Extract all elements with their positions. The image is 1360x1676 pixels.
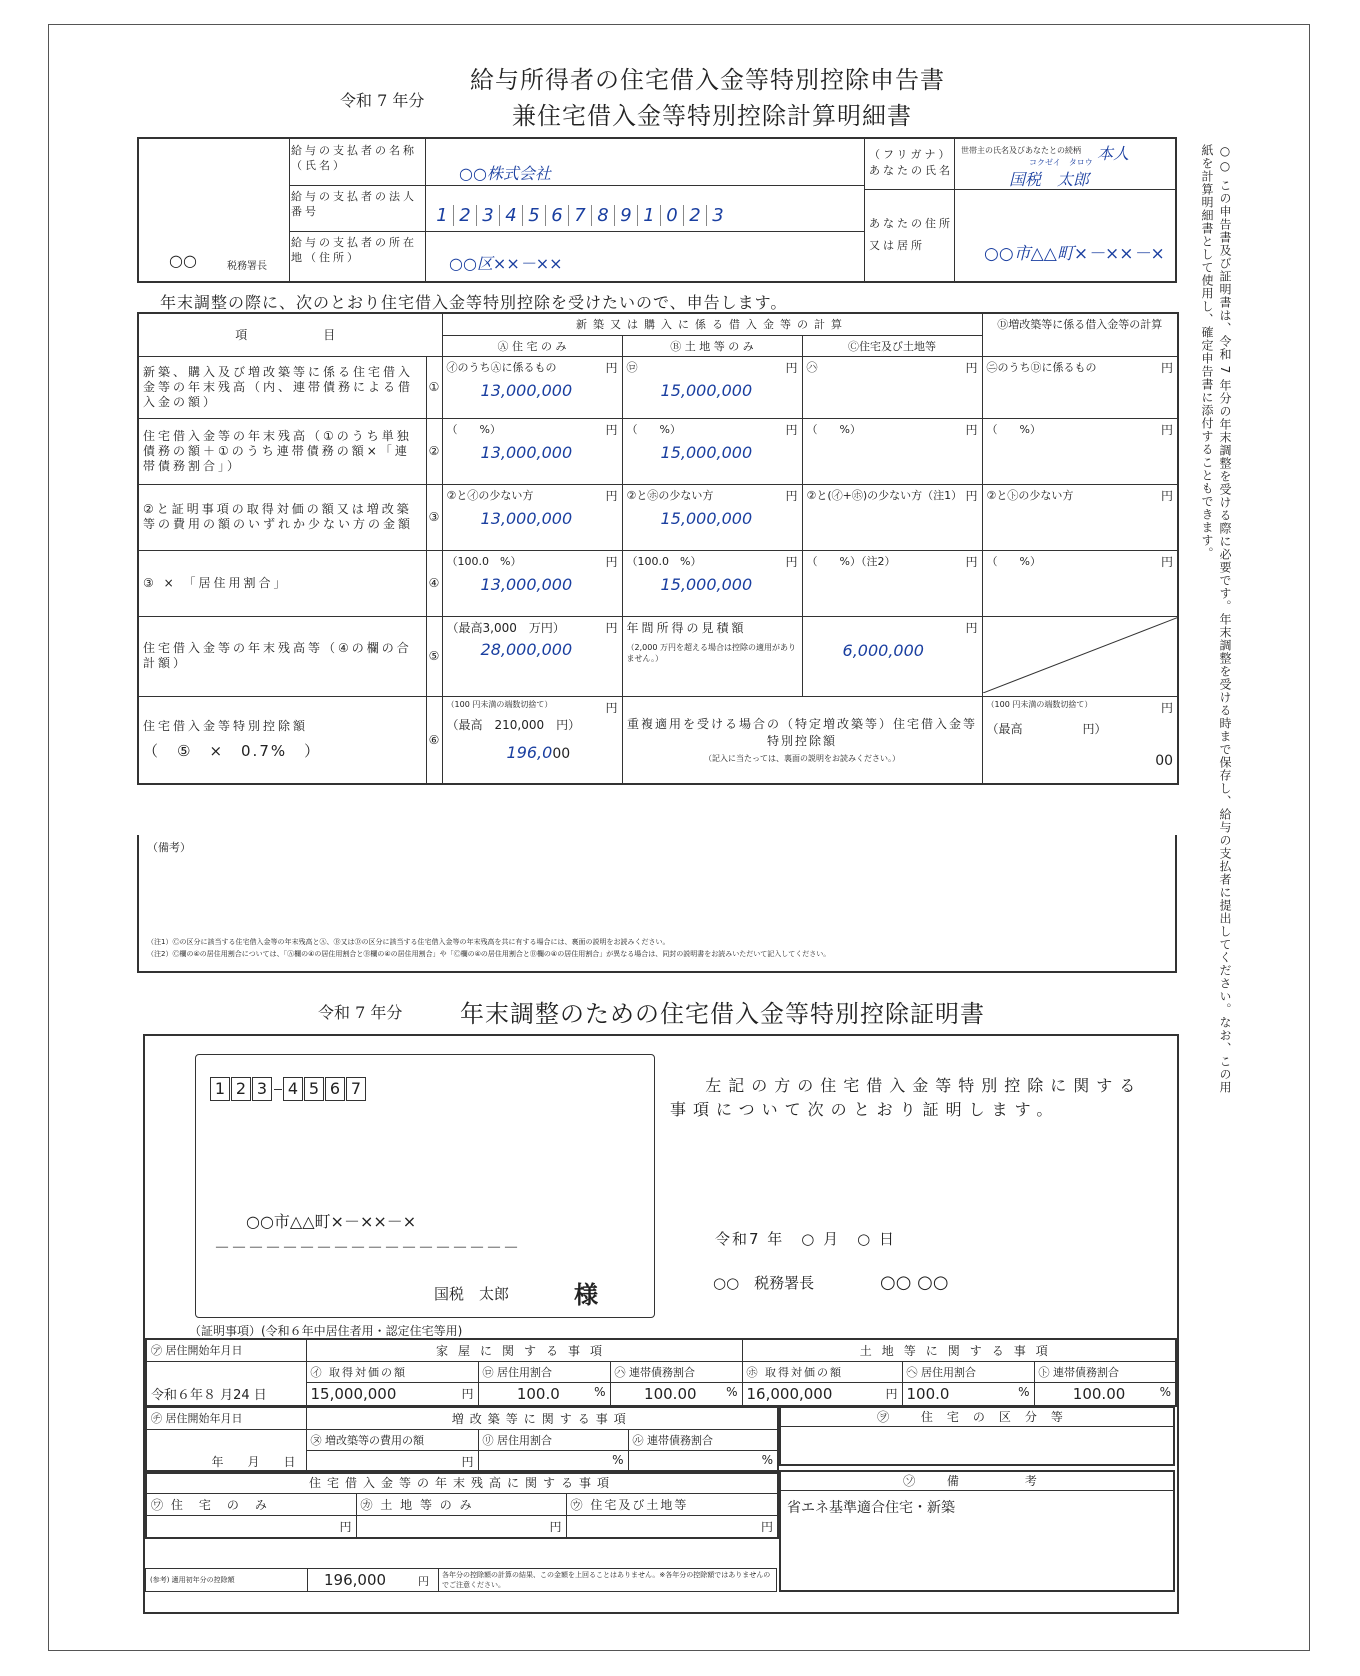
address-dashes: －－－－－－－－－－－－－－－－－－ — [214, 1238, 521, 1257]
yen-unit: 円 — [785, 488, 798, 503]
address-window — [195, 1054, 655, 1318]
calc-cell-note: ②と㋣の少ない方 — [986, 488, 1074, 502]
tax-office-suffix: 税務署長 — [227, 261, 267, 272]
house-ratio: 100.0 — [516, 1385, 560, 1403]
calc-cell-d — [982, 484, 1178, 550]
calc-cell-note: ㋑のうちⒶに係るもの — [446, 360, 557, 374]
calc-cell-note: （ %） — [626, 422, 681, 436]
item-header: 項 目 — [138, 313, 442, 356]
diagonal-line — [983, 617, 1179, 693]
balance-land-label: ㋕ 土 地 等 の み — [356, 1494, 566, 1516]
postal-code — [210, 1077, 367, 1101]
corp-number-digit: 2 — [683, 205, 706, 226]
payer-name-label: 給与の支払者の名称（氏名） — [291, 144, 417, 172]
corp-number-digit: 4 — [499, 205, 522, 226]
income-label: 年間所得の見積額 — [626, 620, 747, 635]
yen-unit: 円 — [965, 360, 978, 375]
row6-label: 住宅借入金等特別控除額 — [143, 718, 309, 733]
row6-value: 196,0 — [506, 742, 553, 762]
form-year: 令和 7 年分 — [340, 91, 425, 110]
cert-remarks-box — [779, 1470, 1175, 1592]
calc-cell-b — [622, 356, 802, 418]
pct-unit: % — [726, 1385, 738, 1399]
dup-label: 重複適用を受ける場合の（特定増改築等）住宅借入金等特別控除額 — [627, 717, 978, 749]
tax-office-cell — [139, 139, 290, 281]
reno-ratio-label: ㋷ 居住用割合 — [478, 1430, 628, 1451]
pct-unit: % — [1159, 1385, 1171, 1399]
calc-cell-note: （ %）（注2） — [806, 554, 896, 568]
corp-number-digit: 1 — [637, 205, 660, 226]
calc-row-number: ① — [426, 356, 442, 418]
yen-unit: 円 — [965, 488, 978, 503]
balance-house-cell — [146, 1516, 356, 1539]
row6-value-suffix: 00 — [552, 745, 571, 762]
calc-cell-d — [982, 550, 1178, 616]
calc-cell-c — [802, 484, 982, 550]
income-value-cell — [802, 616, 982, 696]
calc-cell-note: （100.0 %） — [446, 554, 522, 568]
income-note: （2,000 万円を超える場合は控除の適用がありません。） — [626, 642, 796, 663]
tax-office-name: ○○ — [169, 251, 197, 270]
yen-unit: 円 — [549, 1520, 562, 1534]
dup-max: （最高 円） — [986, 721, 1107, 736]
reference-value: 196,000 — [324, 1571, 387, 1589]
house-joint-label: ㋩ 連帯債務割合 — [610, 1362, 742, 1383]
calculation-table — [137, 312, 1179, 785]
corp-number-value — [431, 205, 729, 226]
yen-unit: 円 — [1161, 422, 1174, 437]
row5-label: 住宅借入金等の年末残高等（④の欄の合計額） — [138, 616, 426, 696]
col-house-only: Ⓐ 住 宅 の み — [442, 335, 622, 356]
your-address-label: あなたの住所又は居所 — [869, 217, 953, 252]
yen-unit: 円 — [785, 360, 798, 375]
calc-cell-note: （ %） — [446, 422, 501, 436]
pct-unit: % — [612, 1453, 624, 1467]
cert-office: ○○ 税務署長 — [713, 1274, 815, 1292]
dup-value: 00 — [1155, 752, 1174, 769]
cert-remarks-header: ㋞ 備 考 — [781, 1472, 1173, 1491]
row5-number: ⑤ — [426, 616, 442, 696]
corp-number-digit: 9 — [614, 205, 637, 226]
income-label-cell — [622, 616, 802, 696]
calc-cell-note: ㋩ — [806, 360, 818, 374]
payer-name-value: ○○株式会社 — [459, 164, 551, 183]
reference-label: (参考) 適用初年分の控除額 — [146, 1569, 308, 1591]
calc-row — [138, 550, 1178, 616]
land-ratio-cell — [902, 1383, 1034, 1407]
calc-cell-note: ㋥のうちⒹに係るもの — [986, 360, 1097, 374]
dup-value-cell — [982, 696, 1178, 784]
house-cost-label: ㋑ 取得対価の額 — [306, 1362, 478, 1383]
calc-cell-c — [802, 356, 982, 418]
land-joint-label: ㋣ 連帯債務割合 — [1034, 1362, 1176, 1383]
corp-number-digit: 7 — [568, 205, 591, 226]
yen-unit: 円 — [605, 360, 618, 375]
recipient-honorific: 様 — [574, 1280, 598, 1309]
calc-cell-note: ②と㋭の少ない方 — [626, 488, 714, 502]
yen-unit: 円 — [605, 488, 618, 503]
yen-unit: 円 — [1161, 488, 1174, 503]
remarks-label: （備考） — [147, 841, 191, 854]
calc-cell-value: 15,000,000 — [660, 442, 753, 462]
cert-items-table — [145, 1338, 1177, 1407]
calc-cell-d — [982, 356, 1178, 418]
house-joint: 100.00 — [644, 1385, 697, 1403]
land-cost: 16,000,000 — [746, 1385, 833, 1403]
row6-cell — [442, 696, 622, 784]
postal-digit: 3 — [252, 1077, 272, 1101]
yen-unit: 円 — [965, 554, 978, 569]
yen-unit: 円 — [418, 1575, 429, 1588]
yen-unit: 円 — [339, 1520, 352, 1534]
calc-cell-note: ②と(㋑+㋭)の少ない方（注1） — [806, 488, 963, 502]
pct-unit: % — [761, 1453, 773, 1467]
relation-label: 世帯主の氏名及びあなたとの続柄 — [961, 146, 1081, 155]
postal-dash — [274, 1089, 282, 1090]
dup-note: （記入に当たっては、裏面の説明をお読みください。） — [704, 754, 901, 764]
balance-header: 住宅借入金等の年末残高に関する事項 — [146, 1471, 778, 1494]
housing-category-header: ㋾ 住宅の区分等 — [781, 1408, 1173, 1427]
calc-cell-note: （ %） — [986, 554, 1041, 568]
yen-unit: 円 — [885, 1387, 898, 1401]
calc-cell-a — [442, 356, 622, 418]
postal-digit: 6 — [325, 1077, 345, 1101]
cert-officer: ○○ ○○ — [880, 1272, 949, 1293]
pct-unit: % — [1018, 1385, 1030, 1399]
yen-unit: 円 — [785, 554, 798, 569]
yen-unit: 円 — [605, 554, 618, 569]
calc-cell-a — [442, 418, 622, 484]
yen-unit: 円 — [461, 1387, 474, 1401]
corp-number-digit: 1 — [436, 205, 448, 226]
row6-note: （100 円未満の端数切捨て） — [446, 699, 553, 709]
recipient-name: 国税 太郎 — [434, 1285, 510, 1303]
yen-unit: 円 — [1161, 554, 1174, 569]
calc-cell-b — [622, 484, 802, 550]
land-joint: 100.00 — [1072, 1385, 1126, 1403]
balance-house-label: ㋻ 住 宅 の み — [146, 1494, 356, 1516]
reno-joint-label: ㋸ 連帯債務割合 — [628, 1430, 778, 1451]
remarks-area — [137, 835, 1177, 973]
land-cost-cell — [742, 1383, 902, 1407]
postal-digit: 4 — [283, 1077, 303, 1101]
relation-value: 本人 — [1097, 144, 1130, 163]
yen-unit: 円 — [605, 422, 618, 437]
recipient-address: ○○市△△町×－××－× — [246, 1212, 417, 1231]
move-in-label: ㋐ 居住開始年月日 — [146, 1339, 306, 1362]
reno-cost-label: ㋦ 増改築等の費用の額 — [306, 1430, 478, 1451]
postal-digit: 7 — [346, 1077, 366, 1101]
yen-unit: 円 — [965, 620, 978, 635]
row5-cell — [442, 616, 622, 696]
your-name-value: 国税 太郎 — [1009, 170, 1090, 189]
cert-year: 令和 7 年分 — [318, 1003, 403, 1022]
reno-move-in-label: ㋠ 居住開始年月日 — [146, 1407, 306, 1430]
house-ratio-label: ㋺ 居住用割合 — [478, 1362, 610, 1383]
land-ratio-label: ㋬ 居住用割合 — [902, 1362, 1034, 1383]
calc-cell-b — [622, 418, 802, 484]
yen-unit: 円 — [461, 1455, 474, 1469]
cert-remarks-value: 省エネ基準適合住宅・新築 — [787, 1500, 955, 1516]
calc-cell-value: 13,000,000 — [480, 508, 573, 528]
corp-number-label: 給与の支払者の法人番号 — [291, 190, 417, 218]
housing-category-box — [779, 1406, 1175, 1466]
calc-cell-b — [622, 550, 802, 616]
row6-label-cell — [138, 696, 426, 784]
calc-row — [138, 484, 1178, 550]
pct-unit: % — [594, 1385, 606, 1399]
calc-row-number: ④ — [426, 550, 442, 616]
calc-cell-note: （100.0 %） — [626, 554, 702, 568]
applicant-block — [137, 137, 1177, 283]
row6-number: ⑥ — [426, 696, 442, 784]
furigana-label: （フリガナ） — [869, 148, 953, 161]
calc-cell-value: 13,000,000 — [480, 442, 573, 462]
row5-diagonal-cell — [982, 616, 1178, 696]
side-note: ○○ この申告書及び証明書は、令和 7 年分の年末調整を受ける際に必要です。年末調整を受ける時まで保存し、給与の支払者に提出してください。なお、この用紙を計算明細書として使用し、確定申告書に添付することもできます。 — [1200, 144, 1232, 1095]
row6-formula: （ ⑤ × 0.7% ） — [143, 741, 322, 760]
reference-note: 各年分の控除額の計算の結果、この金額を上回ることはありません。※各年分の控除額ではありませんのでご注意ください。 — [438, 1569, 776, 1591]
calc-cell-value: 15,000,000 — [660, 574, 753, 594]
land-header: 土地等に関する事項 — [742, 1339, 1176, 1362]
corp-number-digit: 5 — [522, 205, 545, 226]
calc-cell-note: （ %） — [986, 422, 1041, 436]
row5-value: 28,000,000 — [480, 639, 573, 659]
furigana-value: コクゼイ タロウ — [1029, 158, 1093, 167]
calc-cell-c — [802, 550, 982, 616]
reno-date: 年 月 日 — [146, 1430, 306, 1474]
calc-cell-a — [442, 484, 622, 550]
calc-cell-c — [802, 418, 982, 484]
land-ratio: 100.0 — [906, 1385, 950, 1403]
reference-row — [145, 1568, 777, 1592]
calc-cell-d — [982, 418, 1178, 484]
note-1: （注1）Ⓒの区分に該当する住宅借入金等の年末残高とⒶ、Ⓑ又はⒹの区分に該当する住宅借入金等の年末残高を共に有する場合には、裏面の説明をお読みください。 — [147, 938, 670, 946]
calc-cell-note: ②と㋑の少ない方 — [446, 488, 534, 502]
declaration-statement: 年末調整の際に、次のとおり住宅借入金等特別控除を受けたいので、申告します。 — [160, 293, 788, 312]
postal-digit: 2 — [231, 1077, 251, 1101]
calc-row — [138, 418, 1178, 484]
calc-cell-a — [442, 550, 622, 616]
corp-number-digit: 2 — [453, 205, 476, 226]
calc-row-label: ②と証明事項の取得対価の額又は増改築等の費用の額のいずれか少ない方の金額 — [138, 484, 426, 550]
dup-cell — [622, 696, 982, 784]
calc-cell-value: 15,000,000 — [660, 380, 753, 400]
house-cost-cell — [306, 1383, 478, 1407]
corp-number-digit: 8 — [591, 205, 614, 226]
land-joint-cell — [1034, 1383, 1176, 1407]
payer-address-label: 給与の支払者の所在地（住所） — [291, 236, 417, 264]
calc-row-label: 住宅借入金等の年末残高（①のうち単独債務の額＋①のうち連帯債務の額×「連帯債務割合」） — [138, 418, 426, 484]
row6-max: （最高 210,000 円） — [446, 717, 581, 732]
row5-cap: （最高3,000 万円） — [446, 620, 565, 635]
calc-row-label: ③ × 「居住用割合」 — [138, 550, 426, 616]
calc-cell-note: （ %） — [806, 422, 861, 436]
yen-unit: 円 — [605, 700, 618, 715]
calc-cell-note: ㋺ — [626, 360, 638, 374]
move-in-date: 令和６年８ 月24 日 — [146, 1362, 306, 1407]
cert-date: 令和7 年 ○ 月 ○ 日 — [715, 1230, 897, 1248]
calc-row-label: 新築、購入及び増改築等に係る住宅借入金等の年末残高（内、連帯債務による借入金の額） — [138, 356, 426, 418]
col-house-and-land: Ⓒ住宅及び土地等 — [802, 335, 982, 356]
payer-address-value: ○○区××－×× — [449, 254, 563, 273]
form-title: 給与所得者の住宅借入金等特別控除申告書 — [470, 66, 945, 94]
house-cost: 15,000,000 — [310, 1385, 397, 1403]
yen-unit: 円 — [605, 620, 618, 635]
calc-cell-value: 13,000,000 — [480, 574, 573, 594]
balance-both-label: ㋒ 住宅及び土地等 — [566, 1494, 778, 1516]
calc-row-number: ② — [426, 418, 442, 484]
form-subtitle: 兼住宅借入金等特別控除計算明細書 — [512, 102, 912, 130]
corp-number-digit: 0 — [660, 205, 683, 226]
house-header: 家屋に関する事項 — [306, 1339, 742, 1362]
corp-number-digit: 6 — [545, 205, 568, 226]
note-2: （注2）Ⓒ欄の④の居住用割合については、「Ⓐ欄の④の居住用割合とⒷ欄の④の居住用割合」や「Ⓒ欄の④の居住用割合とⒷ欄の④の居住用割合」が異なる場合は、同封の説明書をお読みいただいて記入してください。 — [147, 950, 831, 958]
cert-section-label: （証明事項）(令和６年中居住者用・認定住宅等用) — [189, 1324, 463, 1338]
land-cost-label: ㋭ 取得対価の額 — [742, 1362, 902, 1383]
yen-unit: 円 — [785, 422, 798, 437]
yen-unit: 円 — [761, 1520, 774, 1534]
balance-land-cell — [356, 1516, 566, 1539]
corp-number-digit: 3 — [476, 205, 499, 226]
balance-both-cell — [566, 1516, 778, 1539]
calc-cell-value: 13,000,000 — [480, 380, 573, 400]
calc-row-number: ③ — [426, 484, 442, 550]
col-land-only: Ⓑ 土 地 等 の み — [622, 335, 802, 356]
dup-round-note: （100 円未満の端数切捨て） — [986, 699, 1093, 709]
postal-digit: 5 — [304, 1077, 324, 1101]
certify-statement: 左記の方の住宅借入金等特別控除に関する事項について次のとおり証明します。 — [670, 1076, 1143, 1119]
house-joint-cell — [610, 1383, 742, 1407]
balance-table — [145, 1470, 779, 1539]
yen-unit: 円 — [1161, 700, 1174, 715]
calc-cell-value: 15,000,000 — [660, 508, 753, 528]
house-ratio-cell — [478, 1383, 610, 1407]
yen-unit: 円 — [1161, 360, 1174, 375]
calc-row — [138, 356, 1178, 418]
income-value: 6,000,000 — [842, 640, 924, 660]
renovation-table — [145, 1406, 779, 1474]
your-name-label: あなたの氏名 — [869, 164, 953, 177]
renovation-header: Ⓓ増改築等に係る借入金等の計算 — [982, 313, 1178, 356]
yen-unit: 円 — [965, 422, 978, 437]
new-purchase-header: 新築又は購入に係る借入金等の計算 — [442, 313, 982, 335]
reno-header: 増改築等に関する事項 — [306, 1407, 778, 1430]
your-address-value: ○○市△△町×－××－× — [984, 244, 1165, 264]
corp-number-digit: 3 — [706, 205, 729, 226]
cert-title: 年末調整のための住宅借入金等特別控除証明書 — [460, 1000, 985, 1028]
postal-digit: 1 — [210, 1077, 230, 1101]
